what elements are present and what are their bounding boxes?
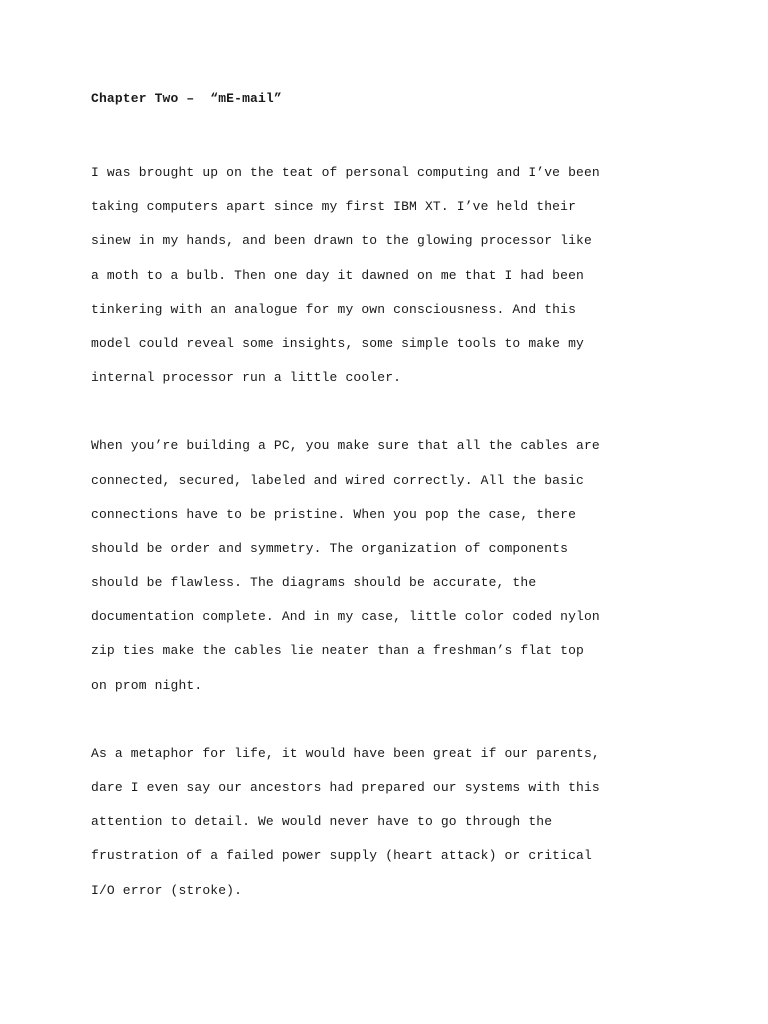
text-line: I was brought up on the teat of personal computing and I’ve been — [91, 165, 600, 180]
text-line: sinew in my hands, and been drawn to the glowing processor like — [91, 233, 592, 249]
title-spacing — [91, 110, 691, 156]
text-line: zip ties make the cables lie neater than a freshman’s flat top — [91, 643, 584, 659]
text-line: connections have to be pristine. When you pop the case, there — [91, 506, 577, 522]
chapter-title: Chapter Two – “mE-mail” — [91, 91, 282, 106]
text-line: tinkering with an analogue for my own consciousness. And this — [91, 301, 577, 317]
text-line: a moth to a bulb. Then one day it dawned on me that I had been — [91, 267, 584, 283]
text-line: I/O error (stroke). — [91, 882, 243, 898]
text-line: dare I even say our ancestors had prepared our systems with this — [91, 780, 600, 795]
text-line: frustration of a failed power supply (heart attack) or critical — [91, 848, 592, 864]
text-line: taking computers apart since my first IBM XT. I’ve held their — [91, 199, 577, 215]
text-line: documentation complete. And in my case, little color coded nylon — [91, 609, 600, 625]
paragraph-spacing — [91, 703, 691, 737]
text-line: model could reveal some insights, some simple tools to make my — [91, 335, 584, 351]
text-line: attention to detail. We would never have to go through the — [91, 814, 553, 830]
text-line: on prom night. — [91, 677, 203, 693]
document-body — [91, 88, 691, 908]
text-line: As a metaphor for life, it would have been great if our parents, — [91, 745, 600, 761]
text-line: should be flawless. The diagrams should be accurate, the — [91, 575, 537, 591]
paragraph-3 — [91, 737, 691, 908]
paragraph-2 — [91, 429, 691, 703]
text-line: When you’re building a PC, you make sure that all the cables are — [91, 438, 600, 454]
text-line: should be order and symmetry. The organization of components — [91, 540, 569, 556]
text-line: internal processor run a little cooler. — [91, 370, 402, 386]
paragraph-spacing — [91, 395, 691, 429]
paragraph-1 — [91, 156, 691, 395]
text-line: connected, secured, labeled and wired correctly. All the basic — [91, 472, 584, 488]
